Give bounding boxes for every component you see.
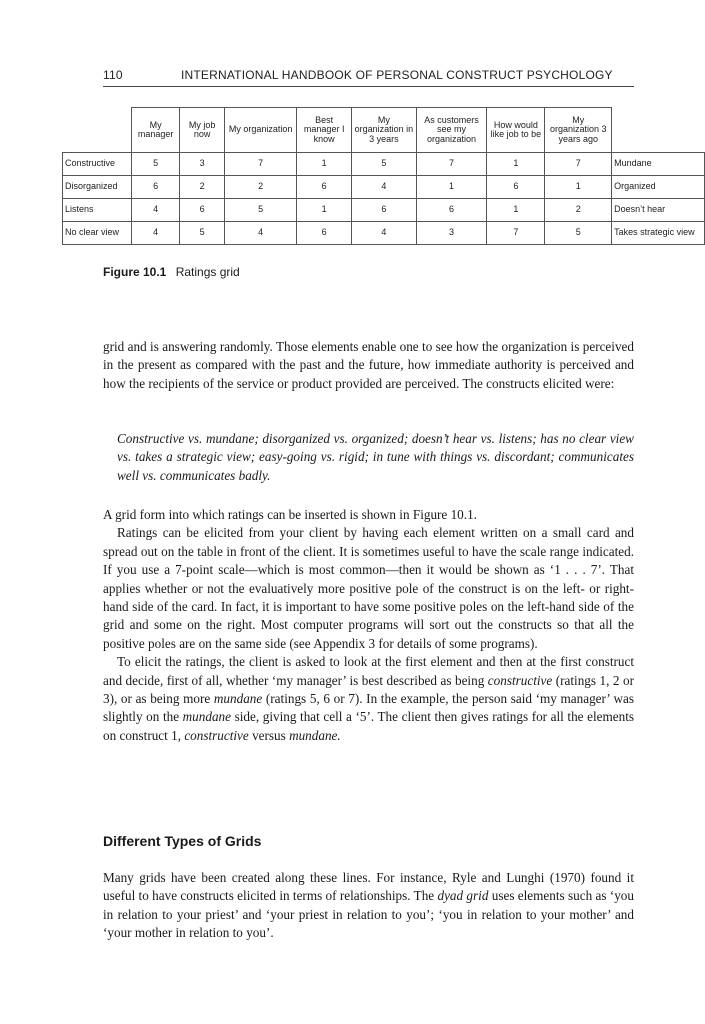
italic-run: rigid; in tune with things xyxy=(338,449,473,465)
rating-cell: 1 xyxy=(297,153,352,176)
rating-cell: 1 xyxy=(487,153,545,176)
italic-run: takes a strategic view; easy-going xyxy=(135,449,317,465)
element-header: My job now xyxy=(180,108,224,153)
rating-cell: 7 xyxy=(416,153,487,176)
rating-cell: 7 xyxy=(487,222,545,245)
paragraph-5 xyxy=(103,869,634,943)
figure-number: Figure 10.1 xyxy=(103,265,167,279)
rating-cell: 5 xyxy=(180,222,224,245)
grid-corner-right xyxy=(612,108,705,153)
text-run: vs. xyxy=(477,431,499,446)
rating-cell: 6 xyxy=(352,199,417,222)
element-header: My manager xyxy=(131,108,180,153)
construct-left-pole: Disorganized xyxy=(63,176,132,199)
italic-run: mundane xyxy=(182,709,232,725)
construct-right-pole: Takes strategic view xyxy=(612,222,705,245)
rating-cell: 6 xyxy=(416,199,487,222)
rating-cell: 6 xyxy=(131,176,180,199)
paragraph-3-text: Ratings can be elicited from your client by having each element written on a small card and spread out on the table in front of the client. It is sometimes useful to have the scale range indicated. If you use a 7-point scale—which is most common—then it would be shown as ‘1 . . . 7’. That applies whether or not the evaluatively more positive pole of the construct is on the left- or right-hand side of the card. In fact, it is important to have some positive poles on the left-hand side of the grid and some on the right. Most computer programs will sort out the constructs so that all the positive poles are on the same side (see Appendix 3 for details of some programs). xyxy=(103,525,634,651)
rating-cell: 4 xyxy=(352,222,417,245)
rating-cell: 4 xyxy=(352,176,417,199)
text-run: vs. xyxy=(184,431,206,446)
running-header xyxy=(103,68,634,87)
italic-run: mundane; disorganized xyxy=(205,431,330,446)
italic-run: organized; doesn’t hear xyxy=(351,431,478,446)
italic-run: discordant; communicates well xyxy=(117,449,634,483)
rating-cell: 4 xyxy=(131,222,180,245)
rating-cell: 2 xyxy=(545,199,612,222)
paragraph-5-text xyxy=(103,869,634,943)
rating-cell: 6 xyxy=(180,199,224,222)
italic-run: mundane xyxy=(213,691,263,707)
construct-row xyxy=(63,176,705,199)
rating-cell: 1 xyxy=(416,176,487,199)
paragraph-1-text: grid and is answering randomly. Those elements enable one to see how the organization is perceived in the present as compared with the past and the future, how immediate authority is perceived and how the recipients of the service or product provided are perceived. The constructs elicited were: xyxy=(103,339,634,391)
element-header: How would like job to be xyxy=(487,108,545,153)
rating-cell: 3 xyxy=(416,222,487,245)
text-run: (ratings 1, 2 or 3), or as being more xyxy=(103,672,634,707)
rating-cell: 6 xyxy=(297,222,352,245)
element-header: Best manager I know xyxy=(297,108,352,153)
rating-cell: 5 xyxy=(224,199,297,222)
element-header: My organization in 3 years xyxy=(352,108,417,153)
element-header: My organization 3 years ago xyxy=(545,108,612,153)
rating-cell: 5 xyxy=(545,222,612,245)
construct-right-pole: Organized xyxy=(612,176,705,199)
italic-run: constructive xyxy=(487,672,553,688)
construct-row xyxy=(63,153,705,176)
grid-corner xyxy=(63,108,132,153)
rating-cell: 1 xyxy=(487,199,545,222)
construct-row xyxy=(63,199,705,222)
section-heading: Different Types of Grids xyxy=(103,833,262,849)
rating-cell: 2 xyxy=(224,176,297,199)
italic-run: dyad grid xyxy=(437,888,489,904)
grid-header-row xyxy=(63,108,705,153)
text-run: vs. xyxy=(117,449,136,465)
ratings-grid-figure xyxy=(62,107,705,245)
rating-cell: 6 xyxy=(297,176,352,199)
text-run: vs. xyxy=(316,449,339,465)
italic-run: Constructive xyxy=(117,431,185,446)
text-run: versus xyxy=(248,727,290,743)
construct-row xyxy=(63,222,705,245)
rating-cell: 6 xyxy=(487,176,545,199)
rating-cell: 2 xyxy=(180,176,224,199)
rating-cell: 1 xyxy=(297,199,352,222)
body-text xyxy=(103,506,634,745)
page-number: 110 xyxy=(103,68,123,82)
constructs-quote xyxy=(117,430,634,485)
construct-right-pole: Doesn’t hear xyxy=(612,199,705,222)
construct-left-pole: No clear view xyxy=(63,222,132,245)
paragraph-1 xyxy=(103,338,634,393)
text-run: vs. xyxy=(472,449,495,465)
text-run: To elicit the ratings, the client is asked to look at the first element and then at the first construct and decide, first of all, whether ‘my manager’ is best described as being xyxy=(103,654,634,688)
text-run: uses elements such as ‘you in relation to your priest’ and ‘your priest in relation to you’; ‘you in relation to your mother’ and ‘your mother in relation to you’. xyxy=(103,888,634,941)
text-run: vs. xyxy=(330,431,352,446)
construct-left-pole: Constructive xyxy=(63,153,132,176)
paragraph-2-text: A grid form into which ratings can be inserted is shown in Figure 10.1. xyxy=(103,507,477,522)
running-title: INTERNATIONAL HANDBOOK OF PERSONAL CONSTRUCT PSYCHOLOGY xyxy=(181,68,613,82)
rating-cell: 5 xyxy=(352,153,417,176)
rating-cell: 5 xyxy=(131,153,180,176)
rating-cell: 4 xyxy=(224,222,297,245)
italic-run: mundane. xyxy=(289,727,341,743)
construct-left-pole: Listens xyxy=(63,199,132,222)
rating-cell: 4 xyxy=(131,199,180,222)
italic-run: communicates badly. xyxy=(159,467,271,483)
figure-caption xyxy=(103,265,240,279)
text-run: vs. xyxy=(138,467,160,483)
paragraph-4-text xyxy=(103,653,634,745)
rating-cell: 7 xyxy=(224,153,297,176)
text-run: side, giving that cell a ‘5’. The client then gives ratings for all the elements on construct 1, xyxy=(103,709,635,743)
italic-run: constructive xyxy=(184,727,249,743)
element-header: As customers see my organization xyxy=(416,108,487,153)
rating-cell: 7 xyxy=(545,153,612,176)
element-header: My organization xyxy=(224,108,297,153)
rating-cell: 1 xyxy=(545,176,612,199)
rating-cell: 3 xyxy=(180,153,224,176)
italic-run: listens; has no clear view xyxy=(498,431,634,446)
ratings-grid xyxy=(62,107,705,245)
text-run: Many grids have been created along these lines. For instance, Ryle and Lunghi (1970) found it useful to have constructs elicited in terms of relationships. The xyxy=(103,870,634,904)
text-run: (ratings 5, 6 or 7). In the example, the person said ‘my manager’ was slightly on the xyxy=(103,691,634,725)
figure-title: Ratings grid xyxy=(175,265,240,279)
construct-right-pole: Mundane xyxy=(612,153,705,176)
